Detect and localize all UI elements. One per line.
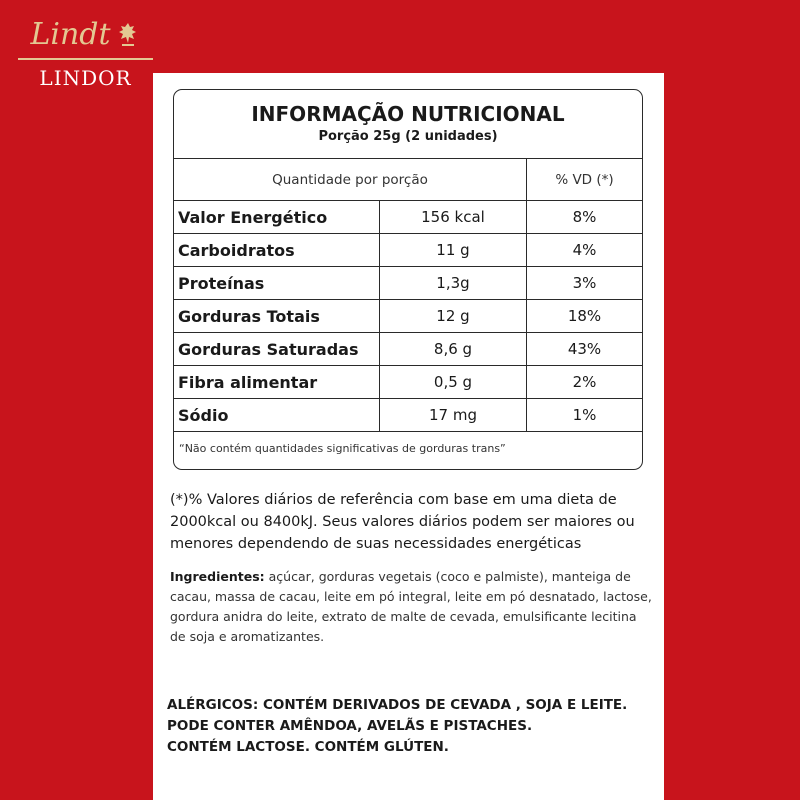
quantity-column-header: Quantidade por porção — [174, 159, 527, 200]
nutrient-vd: 43% — [567, 340, 602, 358]
portion-size: Porção 25g (2 unidades) — [318, 129, 498, 144]
daily-value-note: (*)% Valores diários de referência com base em uma dieta de 2000kcal ou 8400kJ. Seus valores diários podem ser maiores ou menores dependendo de suas necessidades energéticas — [170, 492, 635, 552]
nutrition-row — [174, 399, 642, 432]
nutrition-rows — [174, 201, 642, 432]
nutrition-row — [174, 267, 642, 300]
nutrient-name: Carboidratos — [174, 234, 380, 266]
nutrient-vd: 1% — [572, 406, 597, 424]
nutrient-name: Gorduras Totais — [174, 300, 380, 332]
allergens-section — [167, 695, 657, 758]
nutrition-row — [174, 300, 642, 333]
nutrient-name: Valor Energético — [174, 201, 380, 233]
nutrient-name: Sódio — [174, 399, 380, 431]
lion-emblem-icon — [115, 21, 141, 49]
nutrient-quantity: 17 mg — [380, 399, 527, 431]
label-panel — [153, 73, 664, 800]
nutrient-quantity: 156 kcal — [380, 201, 527, 233]
column-headers — [174, 159, 642, 201]
brand-divider — [18, 58, 153, 60]
allergen-line: PODE CONTER AMÊNDOA, AVELÃS E PISTACHES. — [167, 718, 533, 734]
nutrient-name: Gorduras Saturadas — [174, 333, 380, 365]
nutrition-row — [174, 333, 642, 366]
allergen-line: CONTÉM LACTOSE. CONTÉM GLÚTEN. — [167, 739, 449, 755]
nutrient-name: Fibra alimentar — [174, 366, 380, 398]
nutrient-quantity: 8,6 g — [380, 333, 527, 365]
nutrient-vd: 8% — [572, 208, 597, 226]
nutrient-vd: 3% — [572, 274, 597, 292]
nutrient-vd: 18% — [567, 307, 602, 325]
trans-fat-footnote: “Não contém quantidades significativas de gorduras trans” — [179, 442, 506, 455]
product-name: LINDOR — [39, 66, 132, 90]
ingredients-section — [170, 567, 655, 647]
nutrient-vd: 4% — [572, 241, 597, 259]
nutrient-quantity: 1,3g — [380, 267, 527, 299]
allergen-line: ALÉRGICOS: CONTÉM DERIVADOS DE CEVADA , SOJA E LEITE. — [167, 697, 628, 713]
ingredients-text: açúcar, gorduras vegetais (coco e palmiste), manteiga de cacau, massa de cacau, leite em pó integral, leite em pó desnatado, lactose, gordura anidra do leite, extrato de malte de cevada, emulsificante lecitina de soja e aromatizantes. — [170, 569, 652, 644]
nutrition-header — [174, 90, 642, 159]
nutrient-vd: 2% — [572, 373, 597, 391]
nutrient-quantity: 11 g — [380, 234, 527, 266]
nutrient-quantity: 0,5 g — [380, 366, 527, 398]
nutrition-row — [174, 366, 642, 399]
nutrition-title: INFORMAÇÃO NUTRICIONAL — [251, 102, 565, 126]
nutrition-row — [174, 201, 642, 234]
brand-name: Lindt — [30, 17, 111, 52]
ingredients-label: Ingredientes: — [170, 569, 265, 584]
nutrition-row — [174, 234, 642, 267]
brand-logo — [18, 18, 153, 90]
nutrition-table — [173, 89, 643, 470]
nutrient-quantity: 12 g — [380, 300, 527, 332]
nutrient-name: Proteínas — [174, 267, 380, 299]
vd-column-header: % VD (*) — [555, 172, 614, 188]
